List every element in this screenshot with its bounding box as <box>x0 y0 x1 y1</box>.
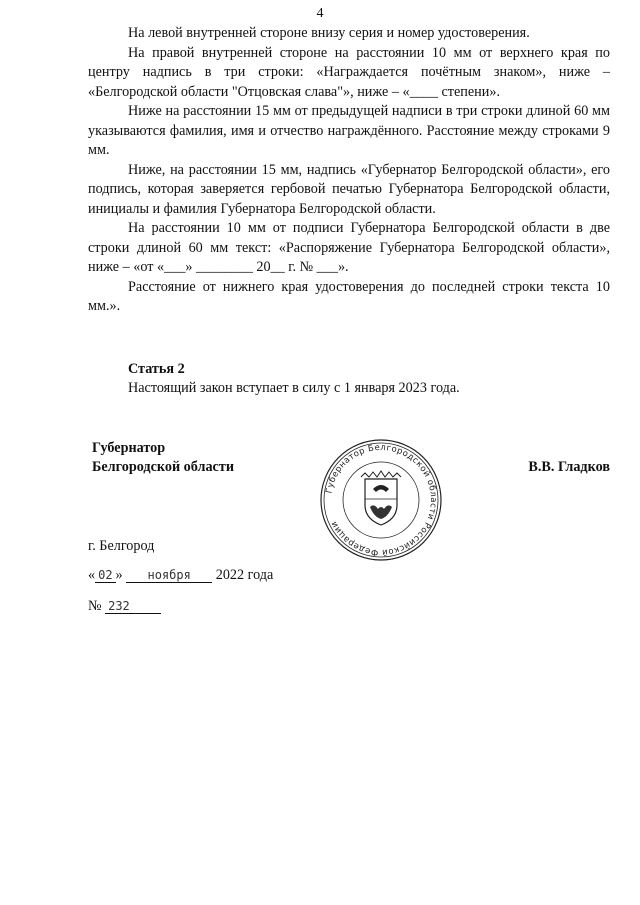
number-label: № <box>88 598 102 614</box>
document-body <box>88 24 610 317</box>
signatory-title-line2: Белгородской области <box>92 459 234 475</box>
official-seal-icon <box>318 437 444 563</box>
article-text: Настоящий закон вступает в силу с 1 января 2023 года. <box>128 380 460 396</box>
paragraph: На расстоянии 10 мм от подписи Губернатора Белгородской области в две строки длиной 60 мм текст: «Распоряжение Губернатора Белгородской области», ниже – «от «___» ________ 20__ г. № ___». <box>88 220 610 275</box>
signatory-name: В.В. Гладков <box>528 459 610 475</box>
paragraph: На правой внутренней стороне на расстоянии 10 мм от верхнего края по центру надпись в три строки: «Награждается почётным знаком», ниже – «Белгородской области "Отцовская слава"», ниже – «____ степени». <box>88 44 610 100</box>
document-number <box>88 598 161 615</box>
coat-of-arms-icon <box>361 471 401 525</box>
paragraph: Ниже на расстоянии 15 мм от предыдущей надписи в три строки длиной 60 мм указываются фамилия, имя и отчество награждённого. Расстояние между строками 9 мм. <box>88 103 610 158</box>
article-title: Статья 2 <box>128 361 185 377</box>
place-of-signing: г. Белгород <box>88 538 155 554</box>
page-number: 4 <box>316 6 324 21</box>
paragraph: На левой внутренней стороне внизу серия и номер удостоверения. <box>128 25 530 41</box>
paragraph: Ниже, на расстоянии 15 мм, надпись «Губернатор Белгородской области», его подпись, которая заверяется гербовой печатью Губернатора Белгородской области, инициалы и фамилия Губернатора Белгородской области. <box>88 161 610 217</box>
date-day: 02 <box>95 568 115 583</box>
date-month: ноября <box>126 568 212 583</box>
signing-date <box>88 567 273 584</box>
svg-text:Губернатор Белгородской област: Губернатор Белгородской области Российской Федерации <box>324 442 439 558</box>
number-value: 232 <box>105 599 161 614</box>
date-year: 2022 года <box>215 567 274 583</box>
signatory-title-line1: Губернатор <box>92 440 166 456</box>
date-close-quote: » <box>115 567 123 583</box>
paragraph: Расстояние от нижнего края удостоверения до последней строки текста 10 мм.». <box>88 278 610 314</box>
date-open-quote: « <box>88 567 96 583</box>
